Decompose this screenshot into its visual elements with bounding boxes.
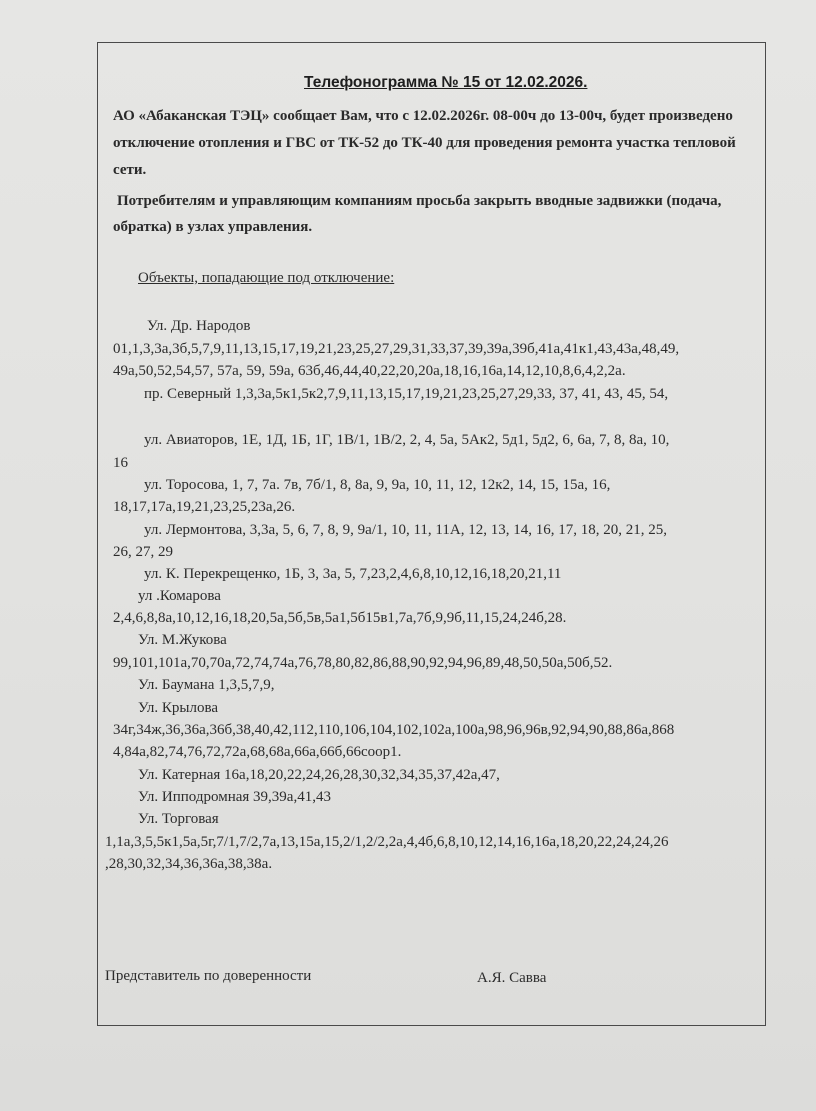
- address-line: 2,4,6,8,8а,10,12,16,18,20,5а,5б,5в,5а1,5б15в1,7а,7б,9,9б,11,15,24,24б,28.: [113, 610, 567, 626]
- address-line: 1,1а,3,5,5к1,5а,5г,7/1,7/2,7а,13,15а,15,2/1,2/2,2а,4,4б,6,8,10,12,14,16,16а,18,20,22,24,24,26: [105, 834, 669, 850]
- address-line: Ул. Баумана 1,3,5,7,9,: [138, 677, 275, 693]
- intro-line-3: сети.: [113, 162, 147, 178]
- address-line: 16: [113, 455, 128, 471]
- address-line: 26, 27, 29: [113, 544, 173, 560]
- address-line: Ул. Крылова: [138, 700, 219, 716]
- intro-line-1: [113, 103, 733, 129]
- objects-heading: Объекты, попадающие под отключение:: [138, 270, 395, 286]
- request-line-2: обратка) в узлах управления.: [113, 219, 313, 235]
- address-line: ул. Лермонтова, 3,3а, 5, 6, 7, 8, 9, 9а/1, 10, 11, 11А, 12, 13, 14, 16, 17, 18, 20, 21, 25,: [144, 522, 667, 538]
- address-line: пр. Северный 1,3,3а,5к1,5к2,7,9,11,13,15,17,19,21,23,25,27,29,33, 37, 41, 43, 45, 54,: [144, 386, 669, 402]
- request-line-1: Потребителям и управляющим компаниям просьба закрыть вводные задвижки (подача,: [117, 193, 722, 209]
- address-line: 01,1,3,3а,3б,5,7,9,11,13,15,17,19,21,23,25,27,29,31,33,37,39,39а,39б,41а,41к1,43,43а,48,49,: [113, 341, 680, 357]
- address-line: Ул. М.Жукова: [138, 632, 227, 648]
- address-line: ул .Комарова: [138, 588, 221, 604]
- address-line: Ул. Торговая: [138, 811, 219, 827]
- address-line: ул. Авиаторов, 1Е, 1Д, 1Б, 1Г, 1В/1, 1В/2, 2, 4, 5а, 5Ак2, 5д1, 5д2, 6, 6а, 7, 8, 8а, 10,: [144, 432, 670, 448]
- address-line: 34г,34ж,36,36а,36б,38,40,42,112,110,106,104,102,102а,100а,98,96,96в,92,94,90,88,86а,868: [113, 722, 675, 738]
- company-name-text: АО «Абаканская ТЭЦ» сообщает Вам, что: [113, 108, 403, 124]
- signature-name: А.Я. Савва: [477, 970, 547, 986]
- address-line: 4,84а,82,74,76,72,72а,68,68а,66а,66б,66соор1.: [113, 744, 402, 760]
- intro-line-2: отключение отопления и ГВС от ТК-52 до ТК-40 для проведения ремонта участка тепловой: [113, 135, 736, 151]
- address-line: 49а,50,52,54,57, 57а, 59, 59а, 63б,46,44,40,22,20,20а,18,16,16а,14,12,10,8,6,4,2,2а.: [113, 363, 626, 379]
- address-line: ,28,30,32,34,36,36а,38,38а.: [105, 856, 273, 872]
- address-line: Ул. Катерная 16а,18,20,22,24,26,28,30,32,34,35,37,42а,47,: [138, 767, 500, 783]
- address-line: Ул. Ипподромная 39,39а,41,43: [138, 789, 331, 805]
- address-line: ул. К. Перекрещенко, 1Б, 3, 3а, 5, 7,23,2,4,6,8,10,12,16,18,20,21,11: [144, 566, 562, 582]
- address-line: 18,17,17а,19,21,23,25,23а,26.: [113, 499, 296, 515]
- signature-label: Представитель по доверенности: [105, 968, 312, 984]
- address-line: Ул. Др. Народов: [147, 318, 251, 334]
- address-line: ул. Торосова, 1, 7, 7а. 7в, 7б/1, 8, 8а, 9, 9а, 10, 11, 12, 12к2, 14, 15, 15а, 16,: [144, 477, 611, 493]
- address-line: 99,101,101а,70,70а,72,74,74а,76,78,80,82,86,88,90,92,94,96,89,48,50,50а,50б,52.: [113, 655, 613, 671]
- document-title: Телефонограмма № 15 от 12.02.2026.: [304, 74, 588, 91]
- outage-time-text: с 12.02.2026г. 08-00ч до 13-00ч, будет произведено: [402, 108, 733, 124]
